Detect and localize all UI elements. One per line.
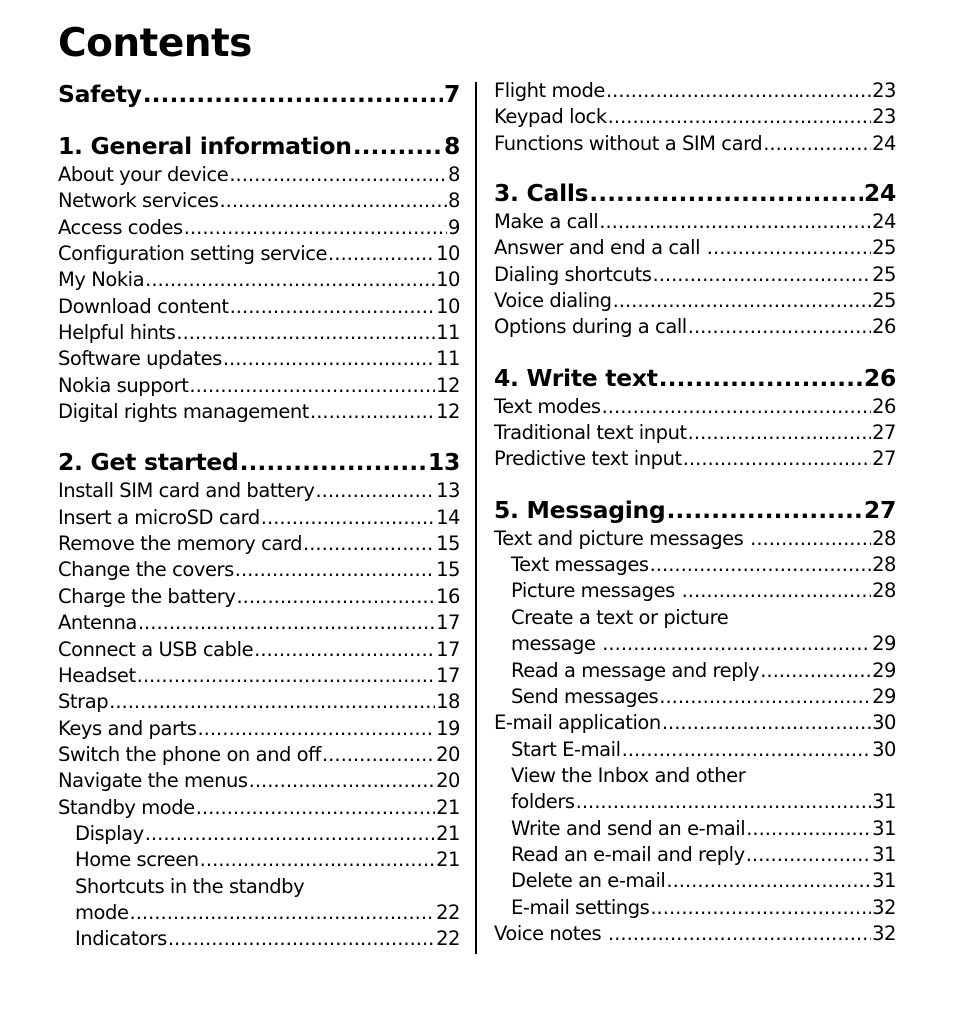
- toc-page-number: 15: [436, 532, 460, 556]
- toc-entry-title: Configuration setting service: [58, 242, 328, 266]
- toc-entry-title: Keys and parts: [58, 716, 197, 740]
- toc-entry[interactable]: [58, 241, 460, 267]
- toc-page-number: 22: [436, 927, 460, 951]
- toc-page-number: 31: [872, 869, 896, 893]
- toc-entry-title: Software updates: [58, 347, 222, 371]
- toc-page-number: 30: [872, 711, 896, 735]
- toc-entry[interactable]: [58, 162, 460, 188]
- toc-entry-title: Digital rights management: [58, 400, 309, 424]
- dot-leader: [666, 494, 862, 526]
- toc-section-heading[interactable]: [58, 446, 460, 478]
- toc-entry-title: Install SIM card and battery: [58, 479, 315, 503]
- dot-leader: [608, 104, 871, 130]
- toc-page-number: 24: [872, 131, 896, 155]
- dot-leader: [230, 294, 435, 320]
- column-divider: [475, 82, 477, 954]
- toc-section-heading[interactable]: [494, 362, 896, 394]
- toc-entry[interactable]: [58, 637, 460, 663]
- toc-entry-title: Options during a call: [494, 315, 687, 339]
- dot-leader: [184, 215, 447, 241]
- toc-page-number: 29: [872, 684, 896, 708]
- toc-page-number: 26: [863, 363, 896, 392]
- toc-page-number: 25: [872, 262, 896, 286]
- toc-page-number: 29: [872, 632, 896, 656]
- toc-page-number: 15: [436, 558, 460, 582]
- toc-page-number: 12: [436, 373, 460, 397]
- toc-page-number: 23: [872, 105, 896, 129]
- toc-entry-wrapped-line[interactable]: View the Inbox and other: [511, 763, 746, 787]
- toc-page-number: 10: [436, 294, 460, 318]
- dot-leader: [137, 663, 435, 689]
- toc-page-number: 26: [872, 394, 896, 418]
- dot-leader: [240, 446, 427, 478]
- toc-page-number: 31: [872, 842, 896, 866]
- toc-entry[interactable]: [58, 795, 460, 821]
- toc-subentry[interactable]: [494, 578, 896, 604]
- toc-entry-title: Charge the battery: [58, 584, 236, 608]
- toc-entry[interactable]: [494, 394, 896, 420]
- dot-leader: [613, 288, 872, 314]
- toc-entry[interactable]: [494, 526, 896, 552]
- dot-leader: [659, 362, 863, 394]
- dot-leader: [219, 188, 447, 214]
- toc-entry[interactable]: [58, 346, 460, 372]
- toc-entry[interactable]: [58, 294, 460, 320]
- toc-entry[interactable]: [494, 420, 896, 446]
- toc-page-number: 28: [872, 553, 896, 577]
- toc-subentry[interactable]: [494, 552, 896, 578]
- toc-entry[interactable]: [494, 314, 896, 340]
- toc-page-number: 13: [436, 479, 460, 503]
- toc-page-number: 21: [436, 821, 460, 845]
- toc-entry-title: Write and send an e-mail: [511, 816, 746, 840]
- dot-leader: [229, 162, 447, 188]
- toc-subentry[interactable]: [494, 842, 896, 868]
- toc-page-number: 25: [872, 289, 896, 313]
- dot-leader: [666, 868, 871, 894]
- toc-entry[interactable]: [58, 689, 460, 715]
- toc-entry[interactable]: [494, 78, 896, 104]
- toc-subentry[interactable]: [494, 789, 896, 815]
- toc-entry-wrapped-line[interactable]: Shortcuts in the standby: [75, 874, 305, 898]
- toc-page-number: 9: [448, 215, 460, 239]
- toc-entry-title: Display: [75, 821, 144, 845]
- toc-entry[interactable]: [58, 267, 460, 293]
- toc-page-number: 17: [436, 663, 460, 687]
- toc-page-number: 21: [436, 848, 460, 872]
- toc-subentry[interactable]: [494, 631, 896, 657]
- toc-entry-title: Traditional text input: [494, 421, 687, 445]
- toc-page-number: 23: [872, 79, 896, 102]
- dot-leader: [659, 684, 871, 710]
- toc-entry[interactable]: [58, 399, 460, 425]
- dot-leader: [196, 795, 435, 821]
- toc-page-number: 24: [872, 210, 896, 234]
- toc-page-number: 20: [436, 769, 460, 793]
- dot-leader: [197, 716, 435, 742]
- toc-entry-title: Antenna: [58, 611, 137, 635]
- toc-entry-title: Answer and end a call: [494, 236, 706, 260]
- dot-leader: [599, 209, 871, 235]
- toc-page-number: 13: [427, 448, 460, 477]
- dot-leader: [200, 847, 435, 873]
- toc-page-number: 8: [448, 189, 460, 213]
- toc-entry[interactable]: [58, 742, 460, 768]
- toc-entry-title: Headset: [58, 663, 136, 687]
- toc-entry[interactable]: [58, 478, 460, 504]
- toc-entry-title: Text modes: [494, 394, 601, 418]
- toc-entry-wrapped-line[interactable]: Create a text or picture: [511, 605, 729, 629]
- dot-leader: [589, 177, 863, 209]
- dot-leader: [707, 235, 871, 261]
- toc-entry[interactable]: [58, 663, 460, 689]
- toc-entry-title: Helpful hints: [58, 321, 176, 345]
- dot-leader: [315, 478, 435, 504]
- toc-page-number: 12: [436, 400, 460, 424]
- toc-page-number: 14: [436, 505, 460, 529]
- toc-page-number: 25: [872, 236, 896, 260]
- toc-entry-title: Safety: [58, 80, 142, 108]
- section-gap: [58, 425, 460, 446]
- toc-entry[interactable]: [494, 131, 896, 157]
- toc-column-left: [58, 78, 460, 953]
- toc-page-number: 8: [448, 163, 460, 186]
- toc-page-number: 29: [872, 658, 896, 682]
- dot-leader: [763, 131, 871, 157]
- toc-entry[interactable]: [58, 373, 460, 399]
- toc-entry[interactable]: [494, 446, 896, 472]
- dot-leader: [303, 531, 435, 557]
- dot-leader: [109, 689, 435, 715]
- dot-leader: [650, 895, 871, 921]
- toc-page-number: 28: [872, 526, 896, 550]
- toc-page-number: 28: [872, 579, 896, 603]
- toc-section-heading[interactable]: [494, 177, 896, 209]
- toc-entry-title: Nokia support: [58, 373, 189, 397]
- dot-leader: [682, 578, 871, 604]
- toc-entry-title: E-mail settings: [511, 895, 650, 919]
- toc-page-number: 17: [436, 611, 460, 635]
- toc-entry-title: Voice dialing: [494, 289, 612, 313]
- toc-entry[interactable]: [494, 288, 896, 314]
- toc-entry[interactable]: [58, 320, 460, 346]
- toc-entry-title: Standby mode: [58, 795, 195, 819]
- dot-leader: [683, 446, 871, 472]
- toc-page-number: 17: [436, 637, 460, 661]
- toc-entry-title: Send messages: [511, 684, 659, 708]
- toc-entry-title: Text and picture messages: [494, 526, 750, 550]
- toc-subentry[interactable]: [494, 895, 896, 921]
- toc-entry-title: Remove the memory card: [58, 532, 303, 556]
- toc-entry-title: Picture messages: [511, 579, 681, 603]
- toc-entry-title: Switch the phone on and off: [58, 742, 321, 766]
- toc-subentry[interactable]: [494, 684, 896, 710]
- dot-leader: [130, 900, 436, 926]
- toc-page-number: 10: [436, 242, 460, 266]
- toc-entry[interactable]: [494, 921, 896, 947]
- toc-entry-title: Delete an e-mail: [511, 869, 666, 893]
- dot-leader: [606, 78, 871, 104]
- toc-entry-title: Access codes: [58, 215, 183, 239]
- dot-leader: [322, 742, 435, 768]
- toc-entry-title: Voice notes: [494, 921, 607, 945]
- toc-entry-title: Connect a USB cable: [58, 637, 254, 661]
- toc-entry-title: Read an e-mail and reply: [511, 842, 745, 866]
- toc-entry-title: My Nokia: [58, 268, 145, 292]
- toc-entry-title: 2. Get started: [58, 448, 239, 477]
- toc-column-right: [494, 78, 896, 947]
- dot-leader: [189, 373, 435, 399]
- toc-entry-title: 1. General information: [58, 132, 352, 160]
- toc-entry-title: 4. Write text: [494, 363, 658, 392]
- toc-page-number: 22: [436, 900, 460, 924]
- dot-leader: [650, 552, 871, 578]
- toc-entry-title: 3. Calls: [494, 179, 589, 208]
- toc-subentry[interactable]: [58, 847, 460, 873]
- dot-leader: [688, 314, 871, 340]
- toc-entry-title: Dialing shortcuts: [494, 262, 652, 286]
- toc-subentry[interactable]: [494, 737, 896, 763]
- dot-leader: [261, 505, 435, 531]
- toc-page-number: 10: [436, 268, 460, 292]
- toc-entry[interactable]: [58, 215, 460, 241]
- toc-page-number: 24: [863, 179, 896, 208]
- section-gap: [494, 341, 896, 362]
- toc-entry-title: Functions without a SIM card: [494, 131, 763, 155]
- toc-page-number: 31: [872, 790, 896, 814]
- dot-leader: [622, 737, 872, 763]
- toc-page-number: 19: [436, 716, 460, 740]
- toc-entry-title: Insert a microSD card: [58, 505, 260, 529]
- dot-leader: [746, 816, 871, 842]
- toc-section-heading[interactable]: [58, 130, 460, 162]
- toc-page-number: 11: [436, 321, 460, 345]
- toc-page-number: 27: [872, 421, 896, 445]
- toc-section-heading[interactable]: [494, 494, 896, 526]
- toc-subentry[interactable]: [494, 868, 896, 894]
- toc-entry-title: Read a message and reply: [511, 658, 760, 682]
- dot-leader: [168, 926, 435, 952]
- dot-leader: [608, 921, 871, 947]
- toc-subentry[interactable]: [58, 821, 460, 847]
- toc-page-number: 21: [436, 795, 460, 819]
- section-gap: [494, 473, 896, 494]
- toc-page-number: 7: [443, 80, 460, 108]
- toc-page-number: 20: [436, 742, 460, 766]
- dot-leader: [328, 241, 435, 267]
- toc-entry[interactable]: [58, 610, 460, 636]
- toc-entry[interactable]: [494, 104, 896, 130]
- dot-leader: [176, 320, 435, 346]
- dot-leader: [653, 262, 872, 288]
- dot-leader: [145, 267, 435, 293]
- toc-entry-title: Home screen: [75, 848, 199, 872]
- dot-leader: [143, 78, 443, 110]
- dot-leader: [353, 130, 443, 162]
- toc-entry-title: mode: [75, 900, 129, 924]
- toc-entry[interactable]: [494, 209, 896, 235]
- toc-entry-title: Flight mode: [494, 79, 605, 102]
- toc-entry-title: About your device: [58, 163, 229, 186]
- dot-leader: [235, 557, 435, 583]
- toc-entry-title: message: [511, 632, 602, 656]
- toc-page-number: 27: [872, 447, 896, 471]
- toc-subentry[interactable]: [494, 816, 896, 842]
- toc-subentry[interactable]: [494, 658, 896, 684]
- dot-leader: [576, 789, 871, 815]
- toc-entry-title: Strap: [58, 690, 109, 714]
- toc-entry[interactable]: [58, 557, 460, 583]
- toc-page-number: 32: [872, 895, 896, 919]
- toc-subentry[interactable]: [58, 900, 460, 926]
- toc-entry-title: Download content: [58, 294, 229, 318]
- dot-leader: [662, 710, 871, 736]
- toc-page-number: 30: [872, 737, 896, 761]
- toc-entry[interactable]: [58, 768, 460, 794]
- toc-entry-title: Keypad lock: [494, 105, 607, 129]
- toc-entry-title: Predictive text input: [494, 447, 682, 471]
- toc-entry-title: Indicators: [75, 927, 167, 951]
- toc-entry[interactable]: [494, 262, 896, 288]
- dot-leader: [254, 637, 435, 663]
- dot-leader: [746, 842, 871, 868]
- section-gap: [58, 110, 460, 130]
- section-gap: [494, 157, 896, 177]
- toc-entry-title: Make a call: [494, 210, 599, 234]
- dot-leader: [750, 526, 871, 552]
- toc-entry[interactable]: [58, 188, 460, 214]
- toc-entry-title: Start E-mail: [511, 737, 621, 761]
- toc-page-number: 32: [872, 921, 896, 945]
- toc-page-number: 31: [872, 816, 896, 840]
- toc-entry-title: Text messages: [511, 553, 649, 577]
- dot-leader: [602, 394, 871, 420]
- dot-leader: [138, 610, 435, 636]
- dot-leader: [236, 584, 435, 610]
- toc-entry-title: Network services: [58, 189, 219, 213]
- toc-entry-title: 5. Messaging: [494, 495, 666, 524]
- dot-leader: [760, 658, 871, 684]
- toc-entry[interactable]: [58, 716, 460, 742]
- toc-entry[interactable]: [494, 235, 896, 261]
- toc-entry-title: folders: [511, 790, 575, 814]
- toc-section-heading[interactable]: [58, 78, 460, 110]
- toc-entry-title: Change the covers: [58, 558, 234, 582]
- dot-leader: [310, 399, 435, 425]
- toc-page-number: 18: [436, 690, 460, 714]
- toc-entry[interactable]: [494, 710, 896, 736]
- dot-leader: [145, 821, 435, 847]
- dot-leader: [602, 631, 871, 657]
- toc-entry[interactable]: [58, 505, 460, 531]
- toc-subentry[interactable]: [58, 926, 460, 952]
- dot-leader: [249, 768, 435, 794]
- toc-entry-title: Navigate the menus: [58, 769, 248, 793]
- toc-page-number: 27: [863, 495, 896, 524]
- toc-page-number: 8: [443, 132, 460, 160]
- toc-entry[interactable]: [58, 531, 460, 557]
- dot-leader: [223, 346, 435, 372]
- dot-leader: [688, 420, 871, 446]
- toc-page-number: 16: [436, 584, 460, 608]
- page-title: Contents: [58, 21, 252, 66]
- toc-entry-title: E-mail application: [494, 711, 661, 735]
- toc-entry[interactable]: [58, 584, 460, 610]
- toc-page-number: 11: [436, 347, 460, 371]
- toc-page-number: 26: [872, 315, 896, 339]
